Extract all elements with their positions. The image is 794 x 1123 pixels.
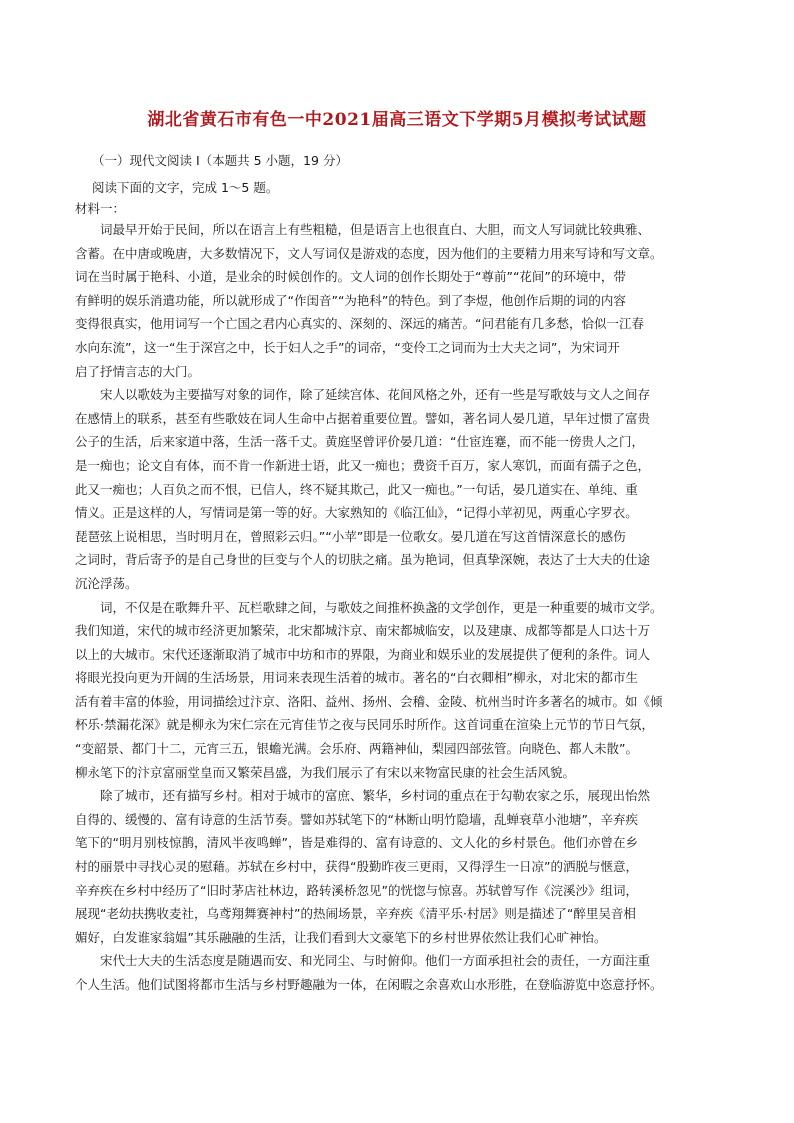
- paragraph-line: 水向东流”，这一“生于深宫之中，长于妇人之手”的词帝，“变伶工之词而为士大夫之词”，为宋词开: [75, 339, 620, 355]
- paragraph-line: 是一痴也；论文自有体，而不肯一作新进士语，此又一痴也；费资千百万，家人寒饥，而面有孺子之色，: [75, 457, 651, 473]
- document-title: 湖北省黄石市有色一中2021届高三语文下学期5月模拟考试试题: [147, 110, 647, 130]
- paragraph-line: 词，不仅是在歌舞升平、瓦栏歌肆之间，与歌妓之间推杯换盏的文学创作，更是一种重要的城市文学。: [100, 599, 663, 615]
- article-paragraph: [75, 596, 725, 785]
- article-paragraph: [75, 784, 725, 949]
- paragraph-line: 杯乐·禁漏花深》就是柳永为宋仁宗在元宵佳节之夜与民同乐时所作。这首词重在渲染上元节的节日气氛，: [75, 717, 654, 733]
- paragraph-line: 柳永笔下的汴京富丽堂皇而又繁荣昌盛，为我们展示了有宋以来物富民康的社会生活风貌。: [75, 764, 576, 780]
- paragraph-line: 笔下的“明月别枝惊鹊，清风半夜鸣蝉”，皆是难得的、富有诗意的、文人化的乡村景色。他们亦曾在乡: [75, 835, 638, 851]
- article-body: [75, 218, 725, 997]
- paragraph-line: 将眼光投向更为开阔的生活场景，用词来表现生活着的城市。著名的“白衣卿相”柳永，对北宋的都市生: [75, 670, 638, 686]
- paragraph-line: 之词时，背后寄予的是自己身世的巨变与个人的切肤之痛。虽为艳词，但真挚深婉，表达了士大夫的仕途: [75, 552, 651, 568]
- paragraph-line: 变得很真实，他用词写一个亡国之君内心真实的、深刻的、深远的痛苦。“问君能有几多愁，恰似一江春: [75, 316, 644, 332]
- paragraph-line: 宋代士大夫的生活态度是随遇而安、和光同尘、与时俯仰。他们一方面承担社会的责任，一方面注重: [100, 953, 651, 969]
- paragraph-line: 在感情上的联系，甚至有些歌妓在词人生命中占据着重要位置。譬如，著名词人晏几道，早年过惯了富贵: [75, 410, 651, 426]
- paragraph-line: 个人生活。他们试图将都市生活与乡村野趣融为一体，在闲暇之余喜欢山水形胜，在登临游览中恣意抒怀。: [75, 977, 663, 992]
- paragraph-line: 启了抒情言志的大门。: [75, 363, 201, 379]
- section-heading: （一）现代文阅读 I（本题共 5 小题，19 分）: [92, 153, 348, 168]
- article-paragraph: [75, 949, 725, 996]
- paragraph-line: 除了城市，还有描写乡村。相对于城市的富庶、繁华，乡村词的重点在于勾勒农家之乐，展现出怡然: [100, 788, 651, 804]
- paragraph-line: 我们知道，宋代的城市经济更加繁荣，北宋都城汴京、南宋都城临安，以及建康、成都等都是人口达十万: [75, 623, 651, 639]
- paragraph-line: “变韶景、都门十二，元宵三五，银蟾光满。会乐府、两籍神仙，梨园四部弦管。向晓色、都人未散”。: [75, 741, 638, 757]
- article-paragraph: [75, 218, 725, 383]
- paragraph-line: 以上的大城市。宋代还逐渐取消了城市中坊和市的界限，为商业和娱乐业的发展提供了便利的条件。词人: [75, 646, 651, 662]
- article-paragraph: [75, 383, 725, 595]
- paragraph-line: 媚好，白发谁家翁媪”其乐融融的生活，让我们看到大文豪笔下的乡村世界依然让我们心旷神怡。: [75, 929, 607, 945]
- paragraph-line: 词最早开始于民间，所以在语言上有些粗糙，但是语言上也很直白、大胆，而文人写词就比较典雅、: [100, 222, 651, 237]
- paragraph-line: 活有着丰富的体验，用词描绘过汴京、洛阳、益州、扬州、会稽、金陵、杭州当时许多著名的城市。如《倾: [75, 693, 663, 709]
- paragraph-line: 宋人以歌妓为主要描写对象的词作，除了延续宫体、花间风格之外，还有一些是写歌妓与文人之间存: [100, 387, 651, 403]
- material-label: 材料一：: [75, 201, 126, 216]
- paragraph-line: 此又一痴也；人百负之而不恨，已信人，终不疑其欺己，此又一痴也。”一句话，晏几道实在、单纯、重: [75, 481, 638, 497]
- paragraph-line: 自得的、缓慢的、富有诗意的生活节奏。譬如苏轼笔下的“林断山明竹隐墙，乱蝉衰草小池塘”，辛弃疾: [75, 811, 638, 827]
- paragraph-line: 有鲜明的娱乐消遣功能，所以就形成了“作闺音”“为艳科”的特色。到了李煜，他创作后期的词的内容: [75, 292, 626, 308]
- paragraph-line: 词在当时属于艳科、小道，是业余的时候创作的。文人词的创作长期处于“尊前”“花间”的环境中，带: [75, 269, 626, 285]
- paragraph-line: 沉沦浮荡。: [75, 575, 138, 591]
- paragraph-line: 情义。正是这样的人，写情词是第一等的好。大家熟知的《临江仙》，“记得小苹初见，两重心字罗衣。: [75, 505, 638, 521]
- reading-instruction: 阅读下面的文字，完成 1～5 题。: [92, 180, 279, 195]
- paragraph-line: 公子的生活，后来家道中落，生活一落千丈。黄庭坚曾评价晏几道：“仕宦连蹇，而不能一傍贵人之门，: [75, 434, 644, 450]
- paragraph-line: 展现“老幼扶携收麦社，乌鸢翔舞赛神村”的热闹场景，辛弃疾《清平乐·村居》则是描述了“醉里吴音相: [75, 906, 636, 922]
- paragraph-line: 琵琶弦上说相思，当时明月在，曾照彩云归。”“小苹”即是一位歌女。晏几道在写这首情深意长的感伤: [75, 528, 626, 544]
- paragraph-line: 村的丽景中寻找心灵的慰藉。苏轼在乡村中，获得“殷勤昨夜三更雨，又得浮生一日凉”的洒脱与惬意，: [75, 859, 638, 875]
- paragraph-line: 含蓄。在中唐或晚唐，大多数情况下，文人写词仅是游戏的态度，因为他们的主要精力用来写诗和写文章。: [75, 245, 663, 261]
- paragraph-line: 辛弃疾在乡村中经历了“旧时茅店社林边，路转溪桥忽见”的恍惚与惊喜。苏轼曾写作《浣溪沙》组词，: [75, 882, 638, 898]
